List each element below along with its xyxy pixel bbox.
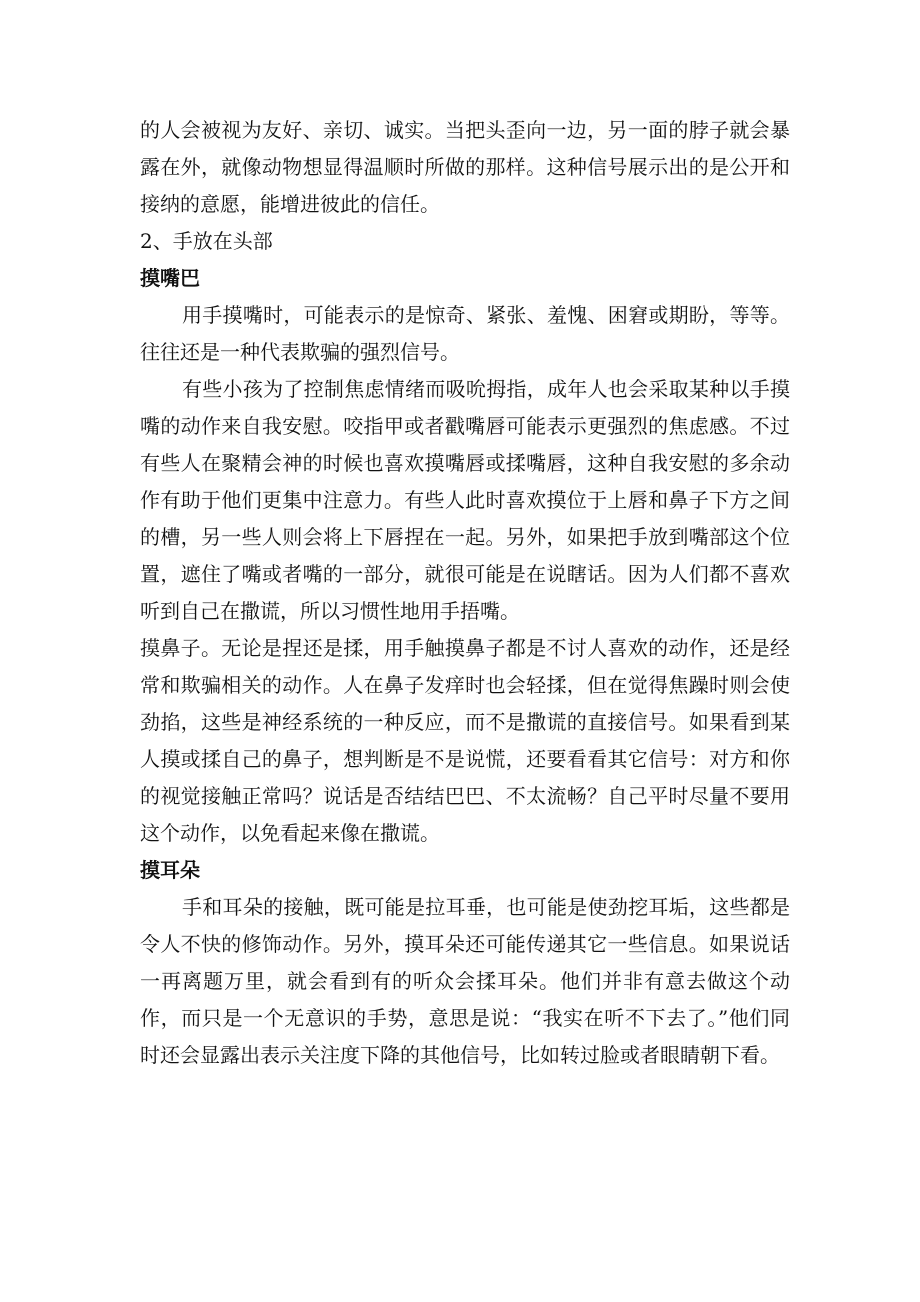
ear-heading: 摸耳朵 — [140, 858, 200, 882]
intro-paragraph: 的人会被视为友好、亲切、诚实。当把头歪向一边，另一面的脖子就会暴露在外，就像动物想显得温顺时所做的那样。这种信号展示出的是公开和接纳的意愿，能增进彼此的信任。 — [140, 118, 790, 216]
document-page — [140, 112, 790, 1074]
ear-paragraph: 手和耳朵的接触，既可能是拉耳垂，也可能是使劲挖耳垢，这些都是令人不快的修饰动作。另外，摸耳朵还可能传递其它一些信息。如果说话一再离题万里，就会看到有的听众会揉耳朵。他们并非有意去做这个动作，而只是一个无意识的手势，意思是说：“我实在听不下去了。”他们同时还会显露出表示关注度下降的其他信号，比如转过脸或者眼睛朝下看。 — [140, 895, 790, 1067]
nose-paragraph: 摸鼻子。无论是捏还是揉，用手触摸鼻子都是不讨人喜欢的动作，还是经常和欺骗相关的动作。人在鼻子发痒时也会轻揉，但在觉得焦躁时则会使劲掐，这些是神经系统的一种反应，而不是撒谎的直接信号。如果看到某人摸或揉自己的鼻子，想判断是不是说慌，还要看看其它信号：对方和你的视觉接触正常吗？说话是否结结巴巴、不太流畅？自己平时尽量不要用这个动作，以免看起来像在撒谎。 — [140, 636, 790, 845]
mouth-paragraph-2: 有些小孩为了控制焦虑情绪而吸吮拇指，成年人也会采取某种以手摸嘴的动作来自我安慰。咬指甲或者戳嘴唇可能表示更强烈的焦虑感。不过有些人在聚精会神的时候也喜欢摸嘴唇或揉嘴唇，这种自我安慰的多余动作有助于他们更集中注意力。有些人此时喜欢摸位于上唇和鼻子下方之间的槽，另一些人则会将上下唇捏在一起。另外，如果把手放到嘴部这个位置，遮住了嘴或者嘴的一部分，就很可能是在说瞎话。因为人们都不喜欢听到自己在撒谎，所以习惯性地用手捂嘴。 — [140, 377, 790, 623]
section-title: 2、手放在头部 — [140, 229, 273, 253]
mouth-heading: 摸嘴巴 — [140, 266, 200, 290]
mouth-paragraph-1: 用手摸嘴时，可能表示的是惊奇、紧张、羞愧、困窘或期盼，等等。往往还是一种代表欺骗的强烈信号。 — [140, 303, 790, 364]
